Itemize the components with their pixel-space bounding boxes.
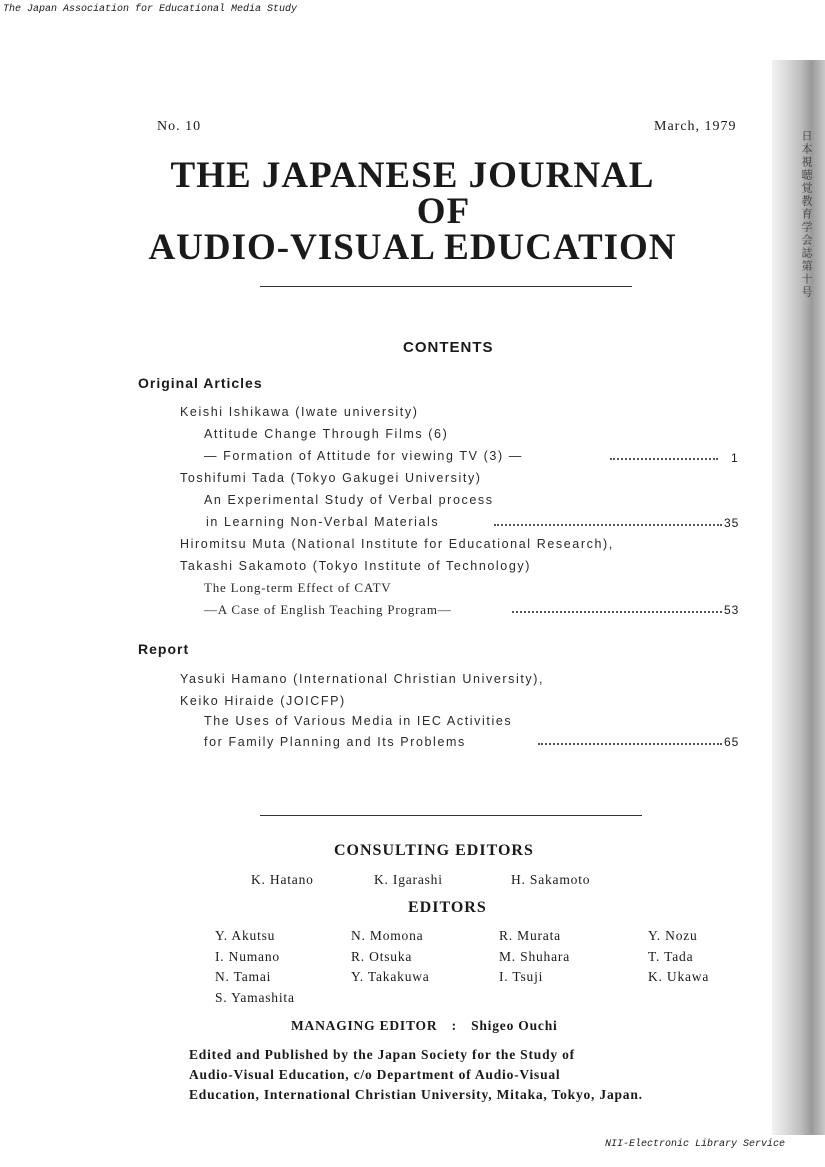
- editor-name: I. Tsuji: [499, 969, 544, 984]
- consulting-editors-heading: CONSULTING EDITORS: [334, 842, 534, 859]
- bottom-banner: NII-Electronic Library Service: [605, 1139, 786, 1150]
- report-1-title-line1: The Uses of Various Media in IEC Activities: [204, 714, 513, 728]
- report-1-author-2: Keiko Hiraide (JOICFP): [180, 694, 346, 708]
- article-1-leader: [610, 458, 718, 460]
- title-rule: [260, 286, 632, 287]
- editor-name: Y. Akutsu: [215, 928, 276, 943]
- article-3-author-1: Hiromitsu Muta (National Institute for Educational Research),: [180, 537, 614, 551]
- consulting-editor-name: K. Igarashi: [374, 872, 443, 887]
- article-1-page: 1: [731, 451, 739, 465]
- article-1-title-line2: — Formation of Attitude for viewing TV (3) —: [204, 449, 523, 463]
- article-2-author: Toshifumi Tada (Tokyo Gakugei University): [180, 471, 482, 485]
- article-2-title-line2: in Learning Non-Verbal Materials: [206, 515, 440, 529]
- article-3-author-2: Takashi Sakamoto (Tokyo Institute of Technology): [180, 559, 532, 573]
- consulting-editor-name: K. Hatano: [251, 872, 314, 887]
- issue-date: March, 1979: [654, 119, 737, 134]
- publisher-line-3: Education, International Christian University, Mitaka, Tokyo, Japan.: [189, 1087, 643, 1102]
- editor-name: Y. Nozu: [648, 928, 698, 943]
- report-1-leader: [538, 743, 722, 745]
- article-3-leader: [512, 611, 722, 613]
- spine-text: 日本視聴覚教育学会誌第十号: [800, 130, 812, 299]
- article-2-title-line1: An Experimental Study of Verbal process: [204, 493, 494, 507]
- journal-title-line3: AUDIO-VISUAL EDUCATION: [148, 227, 677, 268]
- article-2-leader: [494, 524, 722, 526]
- editors-heading: EDITORS: [408, 899, 487, 916]
- journal-title-line1: THE JAPANESE JOURNAL: [170, 155, 655, 196]
- editor-name: R. Otsuka: [351, 949, 413, 964]
- editors-rule: [260, 815, 642, 816]
- article-3-title-line1: The Long-term Effect of CATV: [204, 580, 392, 595]
- editor-name: K. Ukawa: [648, 969, 710, 984]
- section-heading-original-articles: Original Articles: [138, 375, 263, 391]
- report-1-page: 65: [724, 735, 740, 749]
- report-1-title-line2: for Family Planning and Its Problems: [204, 735, 466, 749]
- issue-number: No. 10: [157, 119, 202, 134]
- article-2-page: 35: [724, 516, 740, 530]
- article-3-title-line2: —A Case of English Teaching Program—: [204, 602, 452, 617]
- editor-name: S. Yamashita: [215, 990, 295, 1005]
- consulting-editor-name: H. Sakamoto: [511, 872, 591, 887]
- report-1-author-1: Yasuki Hamano (International Christian University),: [180, 672, 545, 686]
- journal-title-line2: OF: [416, 191, 471, 232]
- contents-heading: CONTENTS: [403, 339, 494, 356]
- article-3-page: 53: [724, 603, 740, 617]
- publisher-line-1: Edited and Published by the Japan Society for the Study of: [189, 1047, 575, 1062]
- article-1-title-line1: Attitude Change Through Films (6): [204, 427, 449, 441]
- editor-name: N. Momona: [351, 928, 424, 943]
- editor-name: M. Shuhara: [499, 949, 570, 964]
- managing-editor-label: MANAGING EDITOR: [291, 1018, 438, 1033]
- managing-editor-line: [291, 1018, 558, 1034]
- article-1-author: Keishi Ishikawa (Iwate university): [180, 405, 419, 419]
- managing-editor-separator: :: [451, 1018, 457, 1033]
- publisher-line-2: Audio-Visual Education, c/o Department of Audio-Visual: [189, 1067, 561, 1082]
- top-banner: The Japan Association for Educational Media Study: [3, 4, 298, 15]
- managing-editor-name: Shigeo Ouchi: [471, 1018, 558, 1033]
- editor-name: I. Numano: [215, 949, 280, 964]
- editor-name: Y. Takakuwa: [351, 969, 430, 984]
- editor-name: T. Tada: [648, 949, 694, 964]
- editor-name: N. Tamai: [215, 969, 272, 984]
- section-heading-report: Report: [138, 641, 190, 657]
- editor-name: R. Murata: [499, 928, 561, 943]
